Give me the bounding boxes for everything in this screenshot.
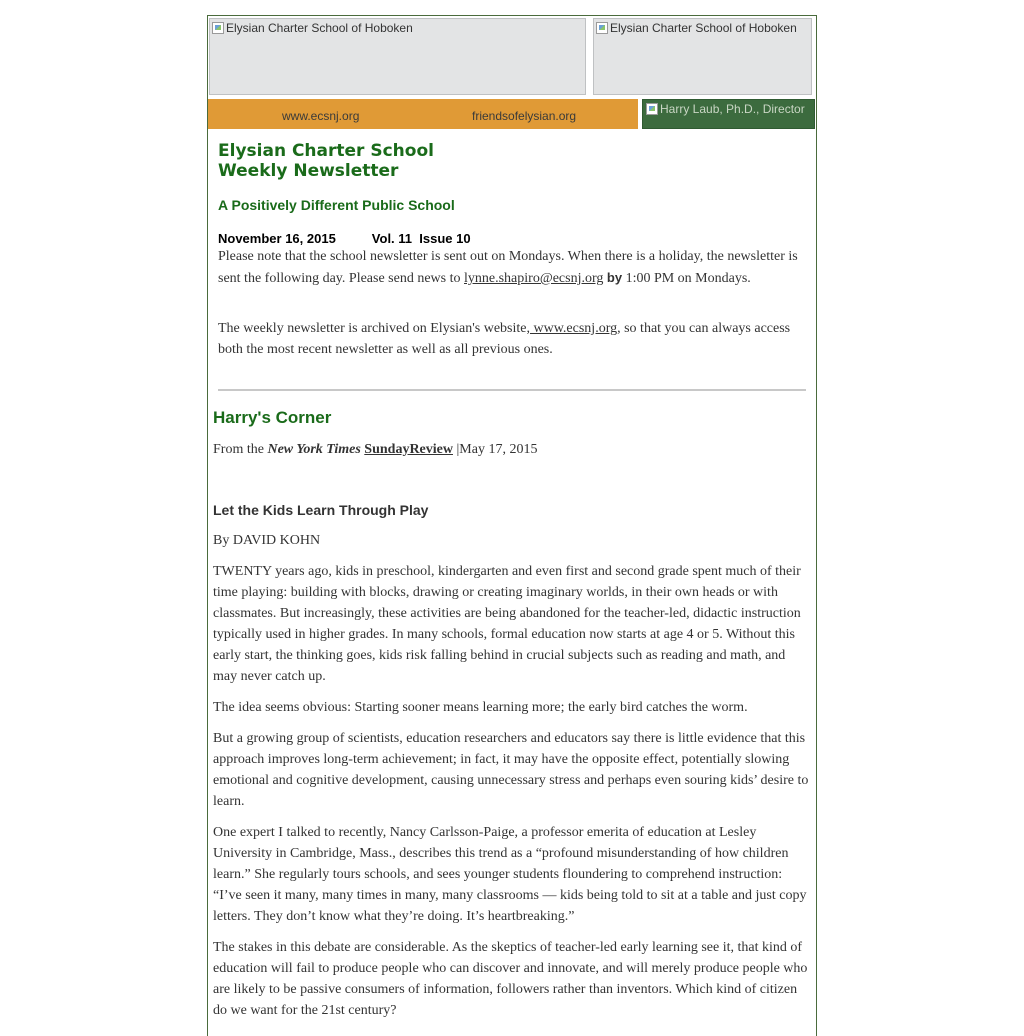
note-text-end: 1:00 PM on Mondays. — [622, 271, 751, 286]
header-image-right-alt: Elysian Charter School of Hoboken — [610, 21, 797, 35]
source-prefix: From the — [213, 442, 268, 457]
harrys-corner-section — [213, 408, 811, 1021]
section-divider — [218, 389, 806, 391]
article-paragraph: The stakes in this debate are considerable. As the skeptics of teacher-led early learning see it, that kind of education will fail to produce people who can discover and innovate, and will merely produce people who are likely to be passive consumers of information, followers rather than inventors. Which kind of citizen do we want for the 21st century? — [213, 940, 808, 1018]
note-by: by — [606, 270, 623, 285]
intro-section — [218, 141, 808, 360]
email-link[interactable]: lynne.shapiro@ecsnj.org — [464, 271, 604, 286]
note-text: Please note that the school newsletter is sent out on Mondays. When there is a holiday, the newsletter is sent the following day. Please send news to — [218, 249, 798, 286]
archive-text: The weekly newsletter is archived on Elysian's website, — [218, 321, 530, 336]
title-line-1: Elysian Charter School — [218, 141, 434, 161]
tagline: A Positively Different Public School — [218, 197, 455, 213]
article-paragraph: The idea seems obvious: Starting sooner means learning more; the early bird catches the worm. — [213, 700, 748, 715]
director-image — [642, 99, 815, 129]
header-image-right — [593, 18, 812, 95]
article-byline: By DAVID KOHN — [213, 533, 321, 548]
broken-image-icon — [212, 22, 224, 34]
title-line-2: Weekly Newsletter — [218, 161, 399, 181]
article-headline: Let the Kids Learn Through Play — [213, 502, 429, 518]
newsletter-frame — [207, 15, 817, 1036]
article-source — [213, 442, 811, 458]
submission-note — [218, 246, 808, 289]
source-date: |May 17, 2015 — [452, 442, 538, 457]
archive-note — [218, 318, 808, 360]
link-friendsofelysian[interactable]: friendsofelysian.org — [472, 109, 577, 123]
issue-volume: Vol. 11 Issue 10 — [371, 231, 471, 246]
links-bar — [208, 99, 638, 129]
source-section-link[interactable]: SundayReview — [364, 442, 453, 457]
broken-image-icon — [646, 103, 658, 115]
link-ecsnj[interactable]: www.ecsnj.org — [282, 109, 360, 123]
source-publication: New York Times — [267, 442, 361, 457]
archive-text-end: , so that you can always access both the most recent newsletter as well as all previous ones. — [218, 321, 791, 357]
article-paragraph: TWENTY years ago, kids in preschool, kindergarten and even first and second grade spent much of their time playing: building with blocks, drawing or creating imaginary worlds, in their own heads or with classmates. But increasingly, these activities are being abandoned for the teacher-led, didactic instruction typically used in higher grades. In many schools, formal education now starts at age 4 or 5. Without this early start, the thinking goes, kids risk falling behind in crucial subjects such as reading and math, and may never catch up. — [213, 564, 801, 684]
director-image-alt: Harry Laub, Ph.D., Director — [660, 102, 805, 116]
archive-link[interactable]: www.ecsnj.org — [530, 321, 618, 336]
issue-line — [218, 231, 808, 246]
header-image-left-alt: Elysian Charter School of Hoboken — [226, 21, 413, 35]
article-paragraph: But a growing group of scientists, education researchers and educators say there is little evidence that this approach improves long-term achievement; in fact, it may have the opposite effect, potentially slowing emotional and cognitive development, causing unnecessary stress and perhaps even souring kids’ desire to learn. — [213, 731, 809, 809]
issue-date: November 16, 2015 — [218, 231, 336, 246]
header-image-left — [209, 18, 586, 95]
section-heading: Harry's Corner — [213, 408, 332, 427]
broken-image-icon — [596, 22, 608, 34]
newsletter-title — [218, 141, 808, 181]
article-paragraph: One expert I talked to recently, Nancy Carlsson-Paige, a professor emerita of education at Lesley University in Cambridge, Mass., describes this trend as a “profound misunderstanding of how children learn.” She regularly tours schools, and sees younger students floundering to comprehend instruction: “I’ve seen it many, many times in many, many classrooms — kids being told to sit at a table and just copy letters. They don’t know what they’re doing. It’s heartbreaking.” — [213, 825, 807, 924]
